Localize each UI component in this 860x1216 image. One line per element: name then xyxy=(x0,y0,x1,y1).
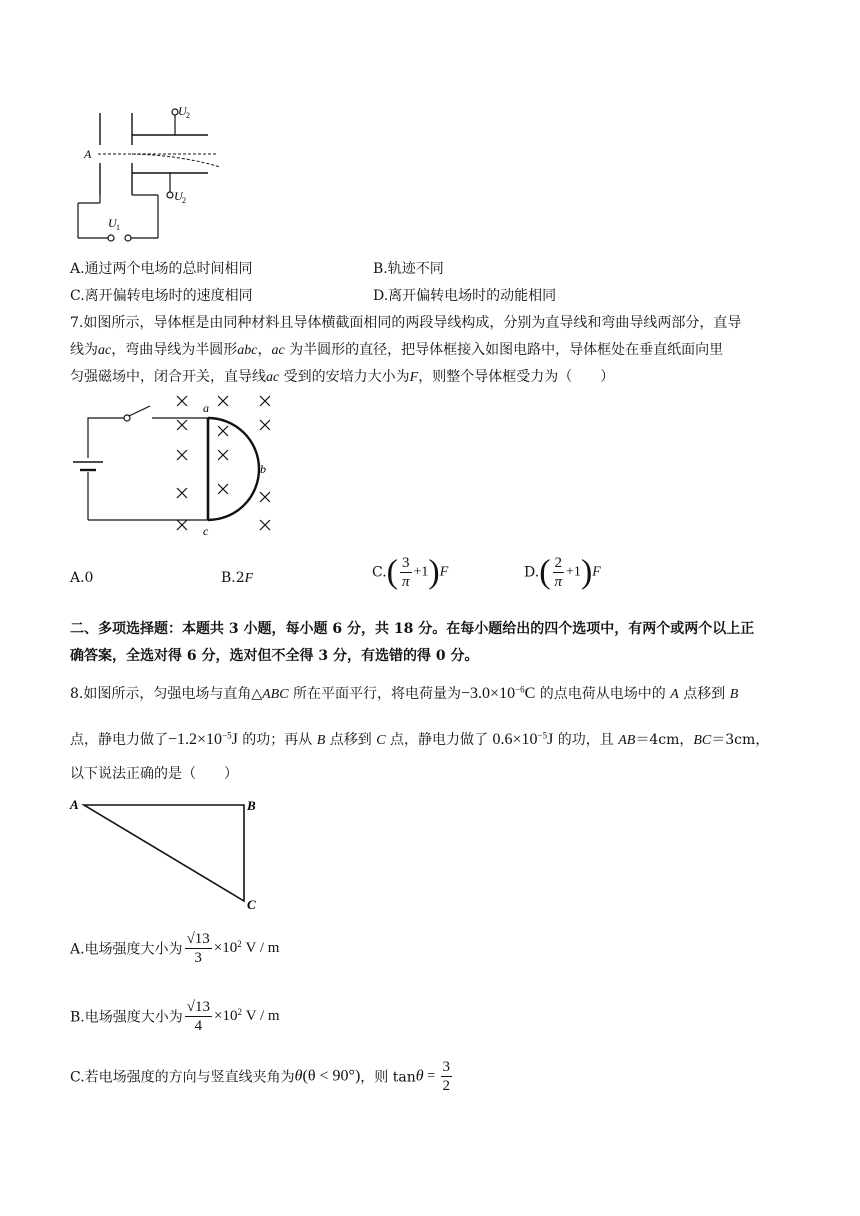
q7-option-c: C.( $\frac{3}{\pi}$ +1)F xyxy=(372,553,449,591)
label-u2-top-sub: 2 xyxy=(186,111,190,120)
label-c: c xyxy=(203,524,209,538)
label-a-point: A xyxy=(84,147,92,161)
label-u2-top: U xyxy=(178,104,187,118)
q6-deflection-figure xyxy=(70,95,240,250)
q7-option-a: A.0 xyxy=(70,570,94,586)
q8-stem-line3: 以下说法正确的是（ ） xyxy=(70,766,238,782)
q7-circuit-figure xyxy=(70,392,285,540)
magnetic-field-crosses xyxy=(177,396,270,530)
label-u2-bottom-sub: 2 xyxy=(182,196,186,205)
q7-stem-line2: 线为ac，弯曲导线为半圆形abc，ac 为半圆形的直径，把导体框接入如图电路中，导体框处在垂直纸面向里 xyxy=(70,342,724,358)
q6-option-a: A.通过两个电场的总时间相同 xyxy=(70,261,253,277)
q6-option-b: B.轨迹不同 xyxy=(373,261,444,277)
q7-stem-line3: 匀强磁场中，闭合开关，直导线ac 受到的安培力大小为F，则整个导体框受力为（ ） xyxy=(70,369,615,385)
q8-option-c: C.若电场强度的方向与竖直线夹角为θ(θ < 90°)，则 tanθ = $\frac{3}{2}$ xyxy=(70,1059,450,1094)
q8-option-b: B.电场强度大小为 $\frac{√13}{4}$ $\times 10^2$ V / m xyxy=(70,999,280,1034)
q7-option-d: D.( $\frac{2}{\pi}$ +1)F xyxy=(524,553,601,591)
q6-option-d: D.离开偏转电场时的动能相同 xyxy=(373,288,557,304)
label-a: a xyxy=(203,401,209,415)
label-B: B xyxy=(247,798,256,813)
q7-stem-line1: 7.如图所示，导体框是由同种材料且导体横截面相同的两段导线构成，分别为直导线和弯曲导线两部分，直导 xyxy=(70,315,742,331)
label-C: C xyxy=(247,897,256,912)
section2-heading-line2: 确答案，全选对得 6 分，选对但不全得 3 分，有选错的得 0 分。 xyxy=(70,648,479,664)
label-u2-bottom: U xyxy=(174,189,183,203)
q8-stem-line1: 8.如图所示，匀强电场与直角△ABC 所在平面平行，将电荷量为$-3.0\times 10^{-6}C$ 的点电荷从电场中的 A 点移到 B xyxy=(70,684,739,702)
label-b: b xyxy=(260,462,266,476)
section2-heading-line1: 二、多项选择题：本题共 3 小题，每小题 6 分，共 18 分。在每小题给出的四个选项中，有两个或两个以上正 xyxy=(70,621,755,637)
label-A: A xyxy=(70,797,79,812)
q8-triangle-figure xyxy=(68,795,268,915)
q8-option-a: A.电场强度大小为 $\frac{√13}{3}$ $\times 10^2$ V / m xyxy=(70,931,280,966)
q8-stem-line2: 点，静电力做了$-1.2\times 10^{-5}J$ 的功；再从 B 点移到 C 点，静电力做了 $0.6\times 10^{-5}J$ 的功，且 AB＝4cm，BC＝3cm， xyxy=(70,730,770,748)
q7-option-b: B.2F xyxy=(221,570,254,586)
label-u1-sub: 1 xyxy=(116,223,120,232)
q6-option-c: C.离开偏转电场时的速度相同 xyxy=(70,288,253,304)
label-u1: U xyxy=(108,216,117,230)
